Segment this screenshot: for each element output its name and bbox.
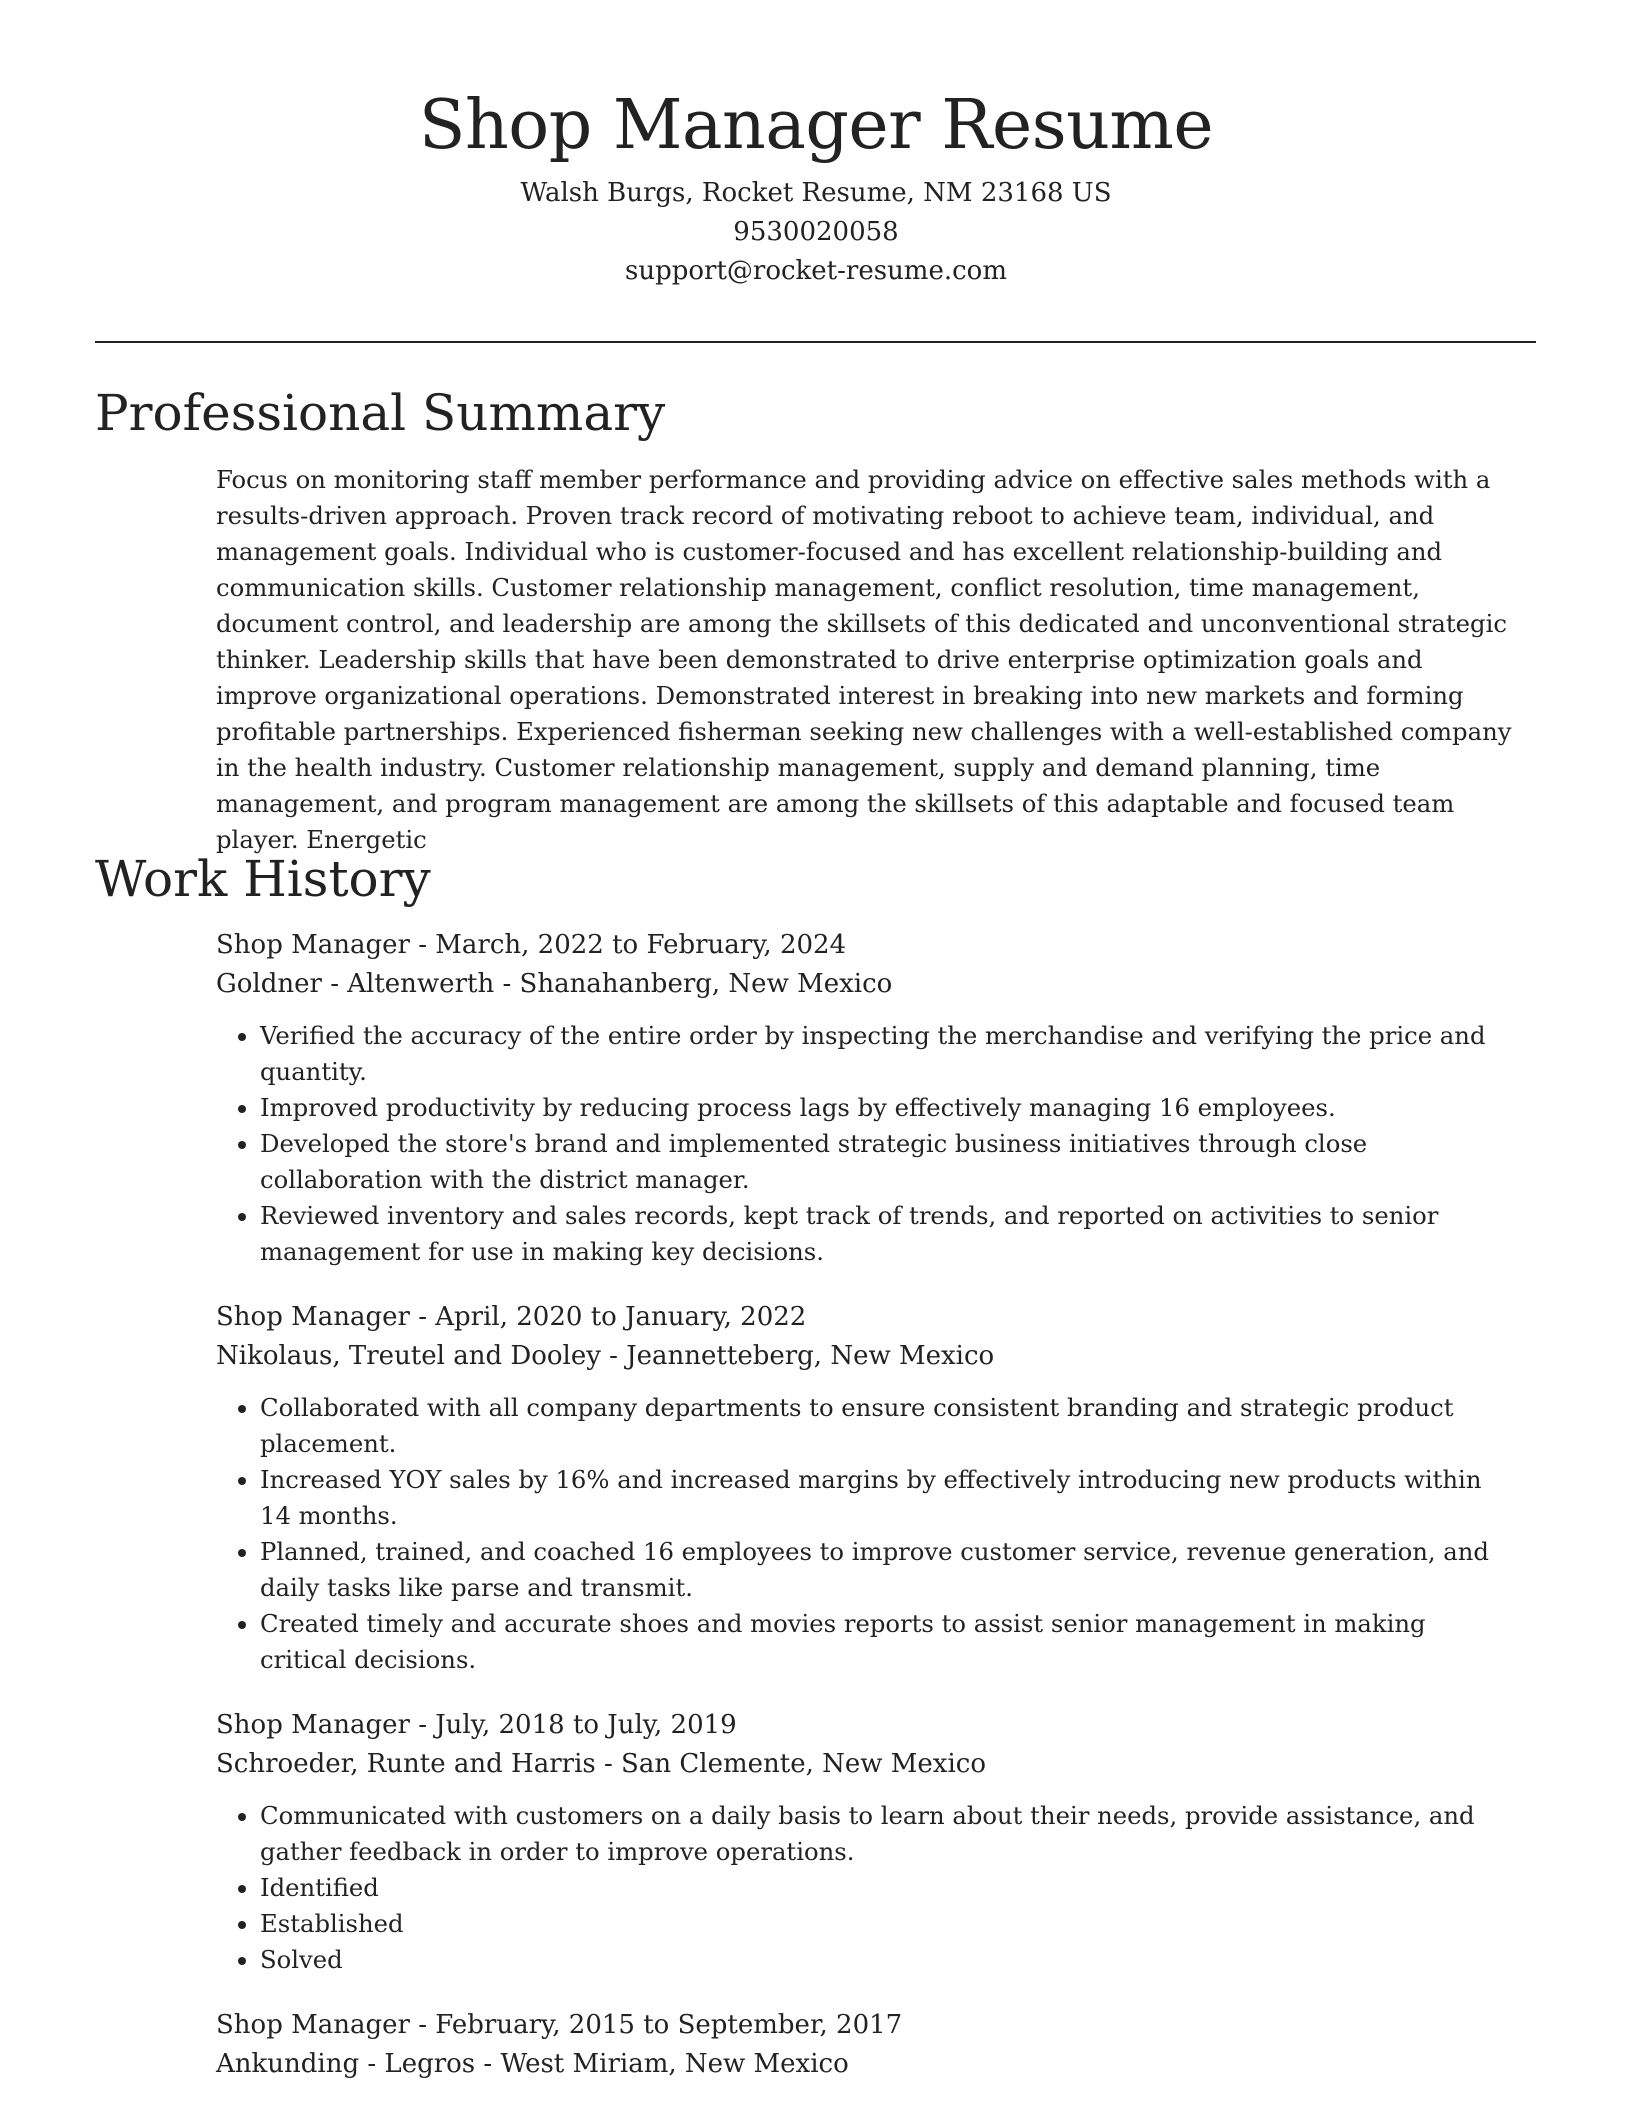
contact-email: support@rocket-resume.com [624, 256, 1007, 286]
job-title-dates: Shop Manager - March, 2022 to February, 2024 [216, 930, 847, 960]
job-title-dates: Shop Manager - July, 2018 to July, 2019 [216, 1710, 737, 1740]
summary-heading: Professional Summary [95, 384, 666, 442]
job-bullet: • Verified the accuracy of the entire order by inspecting the merchandise and verifying the price and quantity. [260, 1018, 1518, 1090]
job-company-location: Goldner - Altenwerth - Shanahanberg, New Mexico [216, 969, 893, 999]
work-history-heading: Work History [95, 850, 431, 908]
page-title: Shop Manager Resume [418, 86, 1214, 165]
job-bullet: • Collaborated with all company departments to ensure consistent branding and strategic product placement. [260, 1390, 1518, 1462]
job-title-dates: Shop Manager - April, 2020 to January, 2022 [216, 1302, 807, 1332]
summary-text: Focus on monitoring staff member performance and providing advice on effective sales methods with a results-driven approach. Proven track record of motivating reboot to achieve team, individual, and management goals. Individual who is customer-focused and has excellent relationship-building and communication skills. Customer relationship management, conflict resolution, time management, document control, and leadership are among the skillsets of this dedicated and unconventional strategic thinker. Leadership skills that have been demonstrated to drive enterprise optimization goals and improve organizational operations. Demonstrated interest in breaking into new markets and forming profitable partnerships. Experienced fisherman seeking new challenges with a well-established company in the health industry. Customer relationship management, supply and demand planning, time management, and program management are among the skillsets of this adaptable and focused team player. Energetic [216, 465, 1512, 854]
job-company-location: Nikolaus, Treutel and Dooley - Jeannetteberg, New Mexico [216, 1341, 995, 1371]
job-bullet: • Increased YOY sales by 16% and increased margins by effectively introducing new products within 14 months. [260, 1462, 1518, 1534]
job-bullet: • Improved productivity by reducing process lags by effectively managing 16 employees. [260, 1090, 1518, 1126]
job-entry [216, 1298, 1518, 1678]
resume-header [0, 78, 1632, 291]
job-bullet: • Created timely and accurate shoes and movies reports to assist senior management in making critical decisions. [260, 1606, 1518, 1678]
job-entry [216, 1706, 1518, 1978]
job-company-location: Schroeder, Runte and Harris - San Clemente, New Mexico [216, 1749, 986, 1779]
job-bullet: • Developed the store's brand and implemented strategic business initiatives through close collaboration with the district manager. [260, 1126, 1518, 1198]
job-bullet: • Planned, trained, and coached 16 employees to improve customer service, revenue generation, and daily tasks like parse and transmit. [260, 1534, 1518, 1606]
header-divider [95, 341, 1536, 343]
job-bullets [216, 1018, 1518, 1270]
contact-address: Walsh Burgs, Rocket Resume, NM 23168 US [520, 178, 1112, 208]
job-bullet: • Established [260, 1906, 1518, 1942]
job-bullet: • Communicated with customers on a daily basis to learn about their needs, provide assistance, and gather feedback in order to improve operations. [260, 1798, 1518, 1870]
job-entry [216, 926, 1518, 1270]
job-bullet: • Solved [260, 1942, 1518, 1978]
job-bullets [216, 1390, 1518, 1678]
job-bullet: • Reviewed inventory and sales records, kept track of trends, and reported on activities to senior management for use in making key decisions. [260, 1198, 1518, 1270]
job-title-dates: Shop Manager - February, 2015 to September, 2017 [216, 2010, 903, 2040]
job-entry [216, 2006, 1518, 2084]
job-bullets [216, 1798, 1518, 1978]
job-bullet: • Identified [260, 1870, 1518, 1906]
contact-phone: 9530020058 [733, 217, 899, 247]
job-company-location: Ankunding - Legros - West Miriam, New Mexico [216, 2049, 849, 2079]
work-history-list [216, 926, 1518, 2112]
